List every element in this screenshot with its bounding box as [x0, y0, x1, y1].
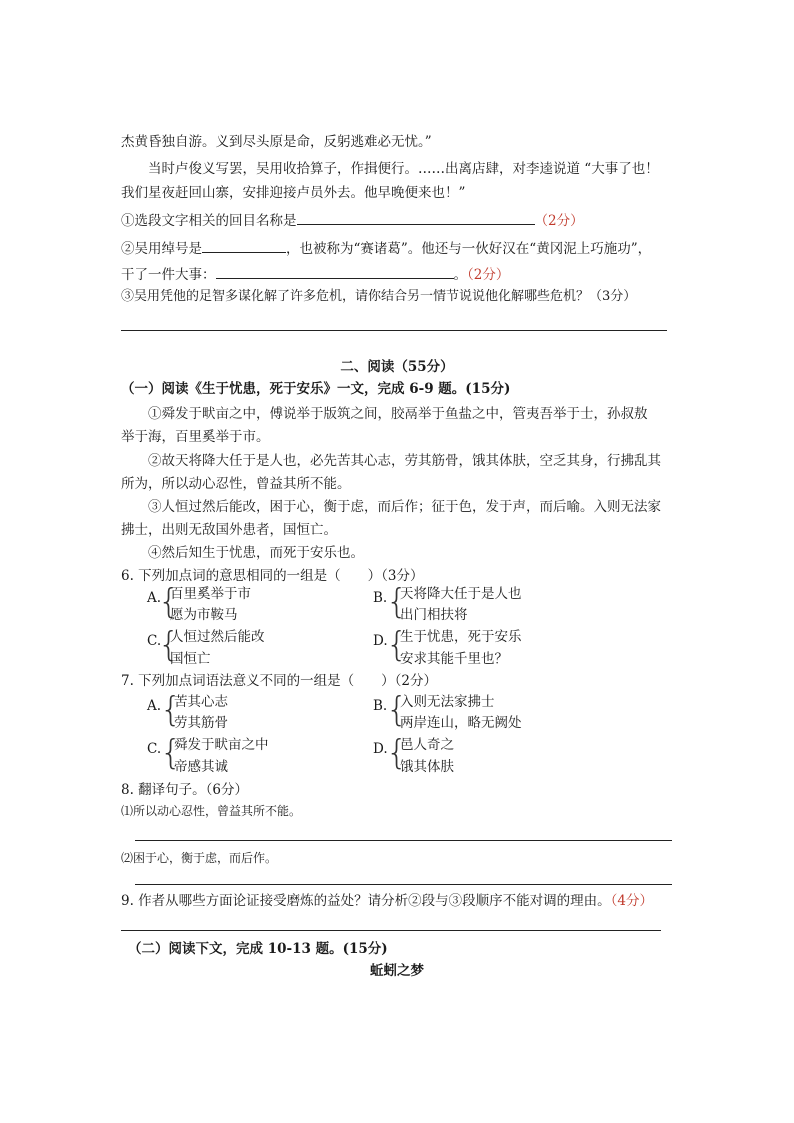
option-a-line2: 劳其筋骨 [174, 715, 228, 731]
brace-icon: { [158, 582, 180, 622]
text-paragraph: 所为，所以动心忍性，曾益其所不能。 [121, 476, 351, 492]
brace-icon: { [158, 625, 180, 665]
question-2-text: ，也被称为“赛诸葛”。他还与一伙好汉在“黄冈泥上巧施功”， [286, 241, 652, 257]
question-6-stem: 6. 下列加点词的意思相同的一组是（ ）（3分） [121, 568, 424, 584]
option-b-line2: 两岸连山，略无阙处 [400, 715, 522, 731]
score-label: （2分） [534, 213, 584, 229]
translate-sentence-1: ⑴所以动心忍性，曾益其所不能。 [121, 804, 302, 818]
passage-line: 杰黄昏独自游。义到尽头原是命，反躬逃难必无忧。” [121, 134, 432, 150]
question-1-text: ①选段文字相关的回目名称是 [121, 213, 297, 229]
option-label-b[interactable]: B. [373, 698, 388, 714]
text-paragraph: ④然后知生于忧患，而死于安乐也。 [148, 545, 364, 561]
brace-icon: { [160, 690, 182, 730]
brace-icon: { [386, 625, 408, 665]
option-label-a[interactable]: A. [147, 590, 162, 606]
question-1 [121, 210, 584, 230]
option-d-line1: 邑人奇之 [400, 737, 454, 753]
score-label: （4分） [610, 893, 654, 909]
question-2-line2 [121, 264, 509, 284]
option-c-line2: 帝感其诚 [174, 759, 228, 775]
passage-line: 我们星夜赶回山寨，安排迎接卢员外去。他早晚便来也！” [121, 185, 466, 201]
option-b-line1: 天将降大任于是人也 [400, 586, 522, 602]
option-a-line1: 百里奚举于市 [170, 586, 251, 602]
option-label-d[interactable]: D. [373, 741, 388, 757]
text-paragraph: ①舜发于畎亩之中，傅说举于版筑之间，胶鬲举于鱼盐之中，管夷吾举于士，孙叔敖 [148, 406, 648, 422]
essay-title: 蚯蚓之梦 [370, 963, 424, 979]
text-paragraph: ②故天将降大任于是人也，必先苦其心志，劳其筋骨，饿其体肤，空乏其身，行拂乱其 [148, 453, 661, 469]
passage-line: 当时卢俊义写罢，吴用收拾算子，作揖便行。……出离店肆，对李逵说道 “大事了也！ [148, 161, 659, 177]
question-2 [121, 238, 651, 258]
answer-line[interactable] [135, 884, 672, 885]
question-7-stem: 7. 下列加点词语法意义不同的一组是（ ）（2分） [121, 673, 438, 689]
question-9-text: 9. 作者从哪些方面论证接受磨炼的益处？请分析②段与③段顺序不能对调的理由。 [121, 893, 611, 909]
option-a-line2: 愿为市鞍马 [170, 607, 238, 623]
question-9 [121, 892, 653, 910]
section-title: 二、阅读（55分） [340, 359, 454, 375]
option-a-line1: 苦其心志 [174, 694, 228, 710]
option-b-line2: 出门相扶将 [400, 607, 468, 623]
part1-title: （一）阅读《生于忧患，死于安乐》一文，完成 6-9 题。(15分) [121, 381, 511, 397]
option-d-line1: 生于忧患，死于安乐 [400, 629, 522, 645]
option-label-b[interactable]: B. [373, 590, 388, 606]
option-c-line1: 人恒过然后能改 [170, 629, 265, 645]
answer-blank[interactable] [202, 238, 286, 253]
score-label: （2分） [467, 267, 510, 283]
text-paragraph: 拂士，出则无敌国外患者，国恒亡。 [121, 522, 337, 538]
answer-line[interactable] [135, 840, 672, 841]
option-label-a[interactable]: A. [147, 698, 162, 714]
brace-icon: { [386, 733, 408, 773]
brace-icon: { [386, 690, 408, 730]
option-label-d[interactable]: D. [373, 633, 388, 649]
question-2-text: ②吴用绰号是 [121, 241, 202, 257]
option-c-line2: 国恒亡 [170, 651, 211, 667]
answer-line[interactable] [121, 330, 667, 331]
option-b-line1: 入则无法家拂士 [400, 694, 495, 710]
answer-blank[interactable] [216, 264, 454, 279]
option-label-c[interactable]: C. [147, 633, 162, 649]
answer-line[interactable] [121, 930, 661, 931]
option-d-line2: 安求其能千里也？ [400, 651, 508, 667]
question-2-text: 干了一件大事： [121, 267, 216, 283]
translate-sentence-2: ⑵困于心，衡于虑，而后作。 [121, 851, 278, 865]
option-label-c[interactable]: C. [147, 741, 162, 757]
brace-icon: { [386, 582, 408, 622]
answer-blank[interactable] [297, 210, 535, 225]
option-c-line1: 舜发于畎亩之中 [174, 737, 269, 753]
question-2-text: 。 [453, 267, 467, 283]
text-paragraph: 举于海，百里奚举于市。 [121, 429, 270, 445]
part2-title: （二）阅读下文，完成 10-13 题。(15分) [128, 941, 388, 957]
brace-icon: { [160, 733, 182, 773]
question-3: ③吴用凭他的足智多谋化解了许多危机，请你结合另一情节说说他化解哪些危机？（3分） [121, 289, 637, 304]
question-8-stem: 8. 翻译句子。（6分） [121, 782, 249, 798]
option-d-line2: 饿其体肤 [400, 759, 454, 775]
text-paragraph: ③人恒过然后能改，困于心，衡于虑，而后作；征于色，发于声，而后喻。入则无法家 [148, 499, 661, 515]
